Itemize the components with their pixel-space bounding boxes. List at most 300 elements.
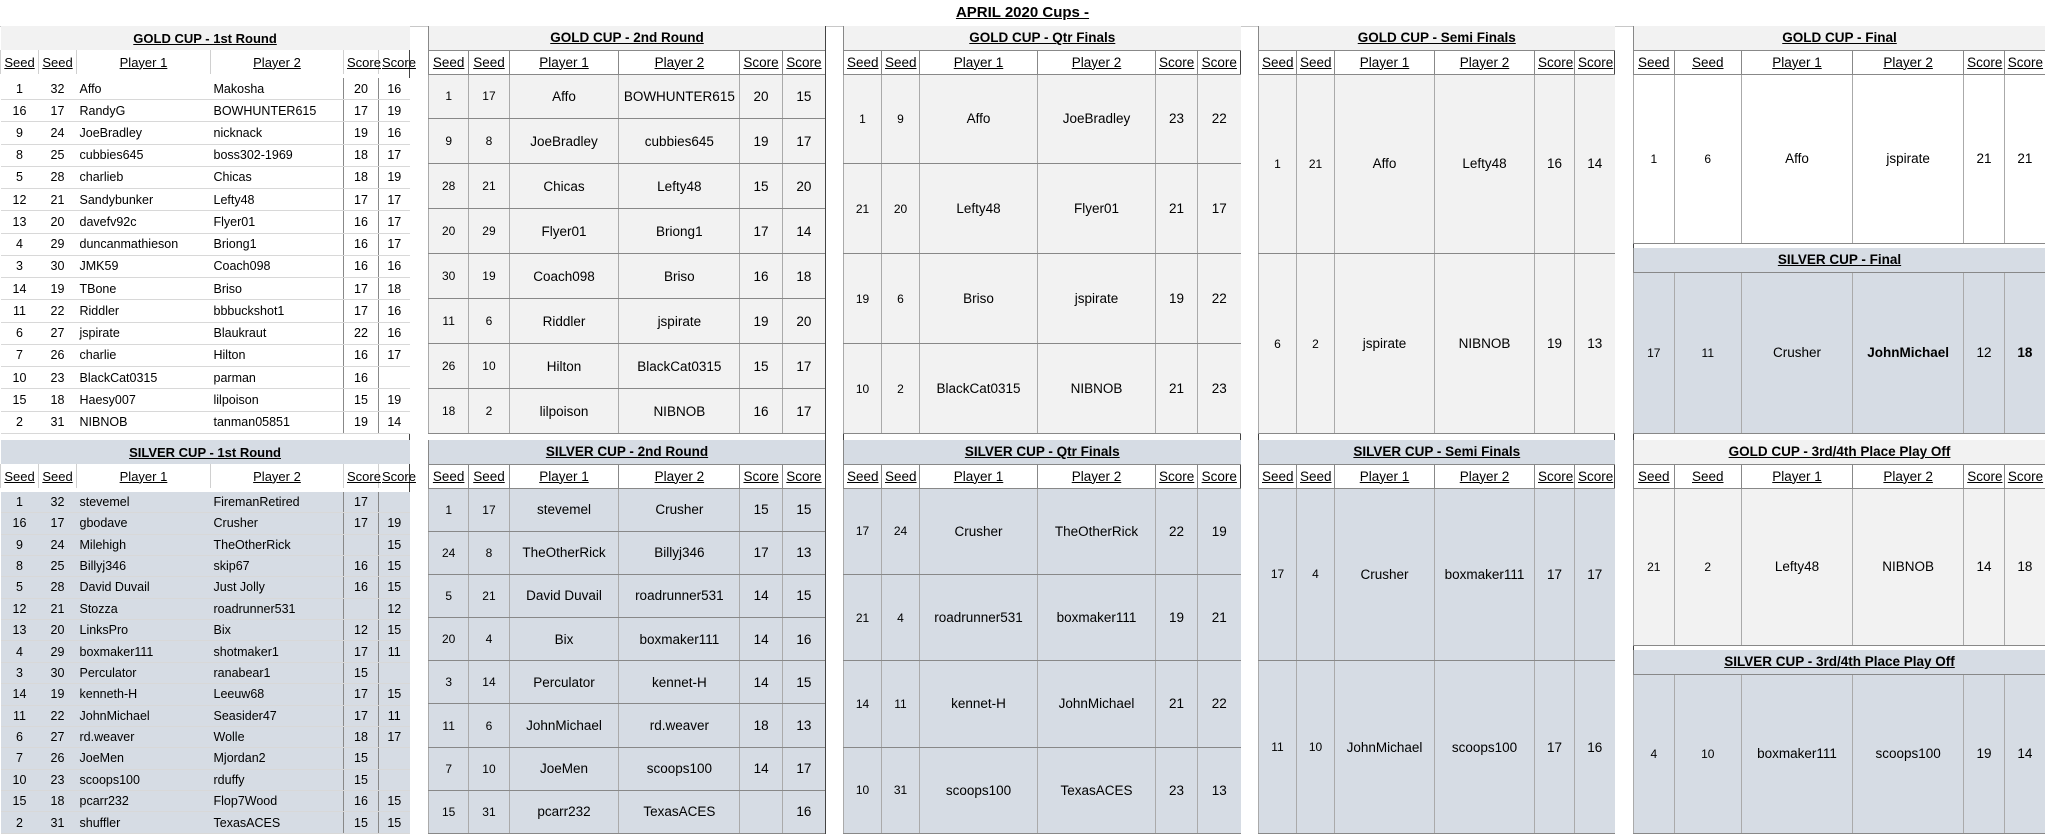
- match-row: [429, 531, 826, 574]
- seed-2: 2: [882, 344, 920, 434]
- player-1: Lefty48: [920, 164, 1038, 254]
- seed-2: 27: [39, 322, 77, 344]
- match-row: [1, 411, 410, 433]
- section-title: SILVER CUP - Final: [1634, 248, 2045, 272]
- section-title: GOLD CUP - 3rd/4th Place Play Off: [1634, 440, 2045, 464]
- score-2: 16: [782, 618, 825, 661]
- seed-1: 16: [1, 100, 39, 122]
- col-score-1-header: Score: [1535, 50, 1575, 74]
- score-1: 17: [740, 209, 783, 254]
- col-score-2-header: Score: [2004, 50, 2045, 74]
- match-row: [1, 278, 410, 300]
- col-player-2-header: Player 2: [1038, 50, 1156, 74]
- player-1: JohnMichael: [77, 705, 211, 726]
- seed-1: 1: [1, 78, 39, 100]
- col-seed-2-header: Seed: [882, 50, 920, 74]
- seed-1: 15: [1, 791, 39, 812]
- seed-1: 1: [844, 74, 882, 164]
- score-1: 19: [1156, 254, 1198, 344]
- col-score-2-header: Score: [782, 464, 825, 488]
- seed-1: 3: [1, 255, 39, 277]
- player-2: NIBNOB: [619, 389, 740, 434]
- col-seed-1-header: Seed: [1634, 50, 1675, 74]
- player-1: roadrunner531: [920, 574, 1038, 660]
- player-2: Lefty48: [211, 189, 344, 211]
- seed-2: 17: [469, 74, 509, 119]
- score-1: 15: [344, 662, 379, 683]
- seed-2: 25: [39, 555, 77, 576]
- col-player-2-header: Player 2: [1853, 50, 1964, 74]
- player-2: TexasACES: [211, 812, 344, 834]
- seed-1: 28: [429, 164, 469, 209]
- player-1: TheOtherRick: [509, 531, 619, 574]
- player-1: Affo: [1335, 74, 1435, 254]
- col-seed-1-header: Seed: [1, 50, 39, 74]
- seed-2: 27: [39, 726, 77, 747]
- player-2: Flop7Wood: [211, 791, 344, 812]
- match-row: [429, 704, 826, 747]
- seed-2: 21: [1297, 74, 1335, 254]
- player-2: NIBNOB: [1853, 488, 1964, 646]
- col-seed-2-header: Seed: [39, 50, 77, 74]
- player-2: boxmaker111: [1038, 574, 1156, 660]
- player-1: JoeMen: [509, 747, 619, 790]
- match-row: [1, 344, 410, 366]
- score-1: 16: [344, 233, 379, 255]
- score-1: 17: [344, 513, 379, 534]
- player-2: Just Jolly: [211, 577, 344, 598]
- match-row: [844, 747, 1241, 833]
- score-2: 16: [379, 122, 410, 144]
- seed-1: 11: [429, 299, 469, 344]
- player-1: Briso: [920, 254, 1038, 344]
- score-2: 11: [379, 705, 410, 726]
- seed-1: 9: [429, 119, 469, 164]
- seed-1: 18: [429, 389, 469, 434]
- score-1: 16: [740, 389, 783, 434]
- player-2: bbbuckshot1: [211, 300, 344, 322]
- col-score-1-header: Score: [344, 464, 379, 488]
- match-row: [429, 790, 826, 833]
- seed-2: 2: [469, 389, 509, 434]
- player-1: Haesy007: [77, 389, 211, 411]
- col-player-2-header: Player 2: [619, 50, 740, 74]
- section-title-row: [1, 26, 410, 50]
- match-row: [1634, 488, 2045, 646]
- match-row: [844, 661, 1241, 747]
- section-title-row: [844, 440, 1241, 464]
- player-1: JoeBradley: [77, 122, 211, 144]
- col-player-1-header: Player 1: [509, 50, 619, 74]
- score-1: 16: [344, 344, 379, 366]
- col-player-2-header: Player 2: [211, 464, 344, 488]
- section-title: SILVER CUP - 3rd/4th Place Play Off: [1634, 650, 2045, 674]
- score-1: 15: [740, 488, 783, 531]
- score-2: 19: [1198, 488, 1241, 574]
- match-row: [1, 684, 410, 705]
- score-2: 21: [2004, 74, 2045, 244]
- player-2: scoops100: [1435, 661, 1535, 834]
- seed-1: 9: [1, 122, 39, 144]
- score-2: 22: [1198, 254, 1241, 344]
- player-1: kennet-H: [920, 661, 1038, 747]
- player-2: Flyer01: [1038, 164, 1156, 254]
- header-row: [1, 50, 410, 74]
- seed-2: 20: [39, 211, 77, 233]
- score-2: 13: [782, 704, 825, 747]
- score-1: 17: [344, 641, 379, 662]
- player-2: nicknack: [211, 122, 344, 144]
- col-player-1-header: Player 1: [1741, 50, 1852, 74]
- score-1: 14: [740, 661, 783, 704]
- player-2: boxmaker111: [619, 618, 740, 661]
- player-1: lilpoison: [509, 389, 619, 434]
- seed-2: 11: [882, 661, 920, 747]
- col-seed-2-header: Seed: [882, 464, 920, 488]
- score-1: 15: [740, 164, 783, 209]
- seed-2: 28: [39, 577, 77, 598]
- player-1: Lefty48: [1741, 488, 1852, 646]
- seed-1: 11: [1, 300, 39, 322]
- section-title-row: [429, 440, 826, 464]
- col-player-2-header: Player 2: [1435, 464, 1535, 488]
- score-2: 17: [1198, 164, 1241, 254]
- gold-sf-table: [1258, 26, 1614, 434]
- score-2: 17: [782, 344, 825, 389]
- match-row: [1259, 661, 1615, 834]
- section-title: SILVER CUP - Semi Finals: [1259, 440, 1615, 464]
- section-title: SILVER CUP - 2nd Round: [429, 440, 826, 464]
- section-title: GOLD CUP - Final: [1634, 26, 2045, 50]
- score-1: 20: [740, 74, 783, 119]
- player-2: tanman05851: [211, 411, 344, 433]
- seed-2: 24: [39, 122, 77, 144]
- seed-1: 17: [1259, 488, 1297, 661]
- col-seed-1-header: Seed: [844, 464, 882, 488]
- seed-2: 8: [469, 119, 509, 164]
- player-2: Hilton: [211, 344, 344, 366]
- seed-2: 14: [469, 661, 509, 704]
- seed-1: 17: [844, 488, 882, 574]
- player-1: TBone: [77, 278, 211, 300]
- player-1: Affo: [77, 78, 211, 100]
- col-score-1-header: Score: [344, 50, 379, 74]
- score-2: [379, 748, 410, 769]
- score-1: 15: [344, 748, 379, 769]
- player-1: cubbies645: [77, 144, 211, 166]
- player-2: Wolle: [211, 726, 344, 747]
- seed-1: 11: [429, 704, 469, 747]
- header-row: [1259, 50, 1615, 74]
- col-score-1-header: Score: [740, 464, 783, 488]
- seed-1: 12: [1, 598, 39, 619]
- seed-2: 23: [39, 769, 77, 790]
- seed-1: 14: [844, 661, 882, 747]
- score-1: 16: [344, 255, 379, 277]
- match-row: [844, 344, 1241, 434]
- header-row: [429, 50, 826, 74]
- score-1: 21: [1156, 344, 1198, 434]
- score-1: 23: [1156, 747, 1198, 833]
- section-title: GOLD CUP - Qtr Finals: [844, 26, 1241, 50]
- player-1: Chicas: [509, 164, 619, 209]
- player-2: jspirate: [1853, 74, 1964, 244]
- seed-1: 6: [1, 726, 39, 747]
- player-2: scoops100: [1853, 674, 1964, 834]
- col-player-1-header: Player 1: [920, 50, 1038, 74]
- seed-1: 26: [429, 344, 469, 389]
- player-1: JMK59: [77, 255, 211, 277]
- col-seed-2-header: Seed: [1297, 464, 1335, 488]
- col-seed-1-header: Seed: [429, 464, 469, 488]
- section-title-row: [1634, 440, 2045, 464]
- score-1: 23: [1156, 74, 1198, 164]
- score-2: 14: [379, 411, 410, 433]
- score-1: 16: [344, 555, 379, 576]
- score-1: 18: [344, 166, 379, 188]
- silver-final-table: [1633, 248, 2045, 434]
- score-1: 20: [344, 78, 379, 100]
- seed-1: 12: [1, 189, 39, 211]
- score-1: 12: [344, 620, 379, 641]
- score-2: 19: [379, 389, 410, 411]
- score-1: 19: [344, 122, 379, 144]
- player-2: parman: [211, 367, 344, 389]
- col-seed-1-header: Seed: [844, 50, 882, 74]
- match-row: [429, 74, 826, 119]
- player-2: Briong1: [619, 209, 740, 254]
- player-2: Blaukraut: [211, 322, 344, 344]
- score-1: 17: [1535, 661, 1575, 834]
- seed-2: 2: [1674, 488, 1741, 646]
- score-2: [379, 492, 410, 513]
- score-1: 21: [1964, 74, 2005, 244]
- col-score-2-header: Score: [1575, 50, 1615, 74]
- score-2: 19: [379, 166, 410, 188]
- col-seed-1-header: Seed: [1634, 464, 1675, 488]
- player-1: davefv92c: [77, 211, 211, 233]
- player-1: duncanmathieson: [77, 233, 211, 255]
- player-1: Milehigh: [77, 534, 211, 555]
- seed-2: 29: [39, 641, 77, 662]
- seed-2: 31: [469, 790, 509, 833]
- seed-2: 10: [469, 747, 509, 790]
- seed-2: 6: [1674, 74, 1741, 244]
- seed-2: 29: [469, 209, 509, 254]
- score-2: 17: [379, 233, 410, 255]
- score-1: 17: [344, 492, 379, 513]
- seed-2: 21: [469, 574, 509, 617]
- player-2: Chicas: [211, 166, 344, 188]
- seed-1: 10: [1, 367, 39, 389]
- score-1: 19: [1964, 674, 2005, 834]
- seed-1: 1: [429, 74, 469, 119]
- seed-2: 28: [39, 166, 77, 188]
- seed-2: 11: [1674, 272, 1741, 434]
- player-1: jspirate: [1335, 254, 1435, 434]
- seed-2: 32: [39, 492, 77, 513]
- player-1: Affo: [1741, 74, 1852, 244]
- player-2: JohnMichael: [1853, 272, 1964, 434]
- seed-1: 10: [844, 344, 882, 434]
- score-1: 14: [740, 747, 783, 790]
- match-row: [1634, 74, 2045, 244]
- player-1: Affo: [920, 74, 1038, 164]
- match-row: [429, 209, 826, 254]
- score-2: 15: [379, 534, 410, 555]
- col-seed-1-header: Seed: [1259, 50, 1297, 74]
- score-2: 16: [782, 790, 825, 833]
- seed-1: 8: [1, 144, 39, 166]
- player-2: jspirate: [619, 299, 740, 344]
- score-1: 16: [1535, 74, 1575, 254]
- seed-2: 30: [39, 255, 77, 277]
- match-row: [1259, 254, 1615, 434]
- player-2: jspirate: [1038, 254, 1156, 344]
- seed-2: 21: [469, 164, 509, 209]
- player-1: Riddler: [77, 300, 211, 322]
- player-1: JoeMen: [77, 748, 211, 769]
- seed-2: 24: [882, 488, 920, 574]
- match-row: [1, 620, 410, 641]
- match-row: [1, 100, 410, 122]
- silver-sf-table: [1258, 440, 1614, 834]
- seed-2: 10: [1297, 661, 1335, 834]
- score-2: 15: [379, 791, 410, 812]
- header-row: [429, 464, 826, 488]
- seed-1: 30: [429, 254, 469, 299]
- player-1: Perculator: [77, 662, 211, 683]
- seed-2: 30: [39, 662, 77, 683]
- player-1: Affo: [509, 74, 619, 119]
- player-2: TheOtherRick: [211, 534, 344, 555]
- page-title: APRIL 2020 Cups -: [0, 0, 2045, 27]
- score-2: 17: [379, 144, 410, 166]
- match-row: [1, 189, 410, 211]
- col-score-2-header: Score: [1575, 464, 1615, 488]
- player-1: BlackCat0315: [920, 344, 1038, 434]
- seed-1: 17: [1634, 272, 1675, 434]
- player-2: boss302-1969: [211, 144, 344, 166]
- col-player-1-header: Player 1: [77, 464, 211, 488]
- player-1: stevemel: [509, 488, 619, 531]
- col-seed-2-header: Seed: [39, 464, 77, 488]
- player-1: scoops100: [77, 769, 211, 790]
- gold-final-table: [1633, 26, 2045, 244]
- seed-1: 20: [429, 209, 469, 254]
- score-1: 14: [1964, 488, 2005, 646]
- player-2: kennet-H: [619, 661, 740, 704]
- score-1: 21: [1156, 164, 1198, 254]
- match-row: [1, 513, 410, 534]
- seed-1: 1: [1, 492, 39, 513]
- score-2: 15: [379, 620, 410, 641]
- player-2: skip67: [211, 555, 344, 576]
- player-2: scoops100: [619, 747, 740, 790]
- column-divider: [825, 26, 826, 834]
- seed-1: 3: [1, 662, 39, 683]
- seed-2: 9: [882, 74, 920, 164]
- score-2: 22: [1198, 661, 1241, 747]
- player-1: Stozza: [77, 598, 211, 619]
- col-score-2-header: Score: [379, 464, 410, 488]
- seed-2: 17: [39, 100, 77, 122]
- player-2: Leeuw68: [211, 684, 344, 705]
- player-2: boxmaker111: [1435, 488, 1535, 661]
- score-2: 15: [379, 555, 410, 576]
- col-player-1-header: Player 1: [77, 50, 211, 74]
- seed-1: 13: [1, 620, 39, 641]
- seed-2: 17: [469, 488, 509, 531]
- player-2: Mjordan2: [211, 748, 344, 769]
- section-title-row: [1634, 248, 2045, 272]
- col-seed-2-header: Seed: [469, 464, 509, 488]
- score-2: 17: [379, 344, 410, 366]
- player-2: JohnMichael: [1038, 661, 1156, 747]
- match-row: [429, 488, 826, 531]
- seed-1: 10: [1, 769, 39, 790]
- header-row: [844, 464, 1241, 488]
- seed-1: 24: [429, 531, 469, 574]
- score-2: 20: [782, 164, 825, 209]
- col-seed-1-header: Seed: [1, 464, 39, 488]
- col-score-1-header: Score: [1156, 464, 1198, 488]
- col-player-2-header: Player 2: [211, 50, 344, 74]
- match-row: [429, 254, 826, 299]
- score-2: 17: [379, 211, 410, 233]
- player-2: BlackCat0315: [619, 344, 740, 389]
- silver-qf-table: [843, 440, 1240, 834]
- section-title-row: [429, 26, 826, 50]
- seed-1: 7: [1, 748, 39, 769]
- player-2: Briong1: [211, 233, 344, 255]
- player-2: cubbies645: [619, 119, 740, 164]
- header-row: [1259, 464, 1615, 488]
- score-2: 15: [782, 74, 825, 119]
- match-row: [1, 791, 410, 812]
- player-2: TheOtherRick: [1038, 488, 1156, 574]
- player-1: Crusher: [1335, 488, 1435, 661]
- score-2: 15: [379, 684, 410, 705]
- silver-r2-table: [428, 440, 825, 834]
- player-2: shotmaker1: [211, 641, 344, 662]
- player-1: David Duvail: [509, 574, 619, 617]
- score-1: 18: [740, 704, 783, 747]
- score-2: 18: [379, 278, 410, 300]
- player-2: NIBNOB: [1435, 254, 1535, 434]
- score-1: 17: [344, 300, 379, 322]
- col-seed-1-header: Seed: [429, 50, 469, 74]
- section-title-row: [1, 440, 410, 464]
- seed-1: 15: [1, 389, 39, 411]
- score-2: 17: [782, 389, 825, 434]
- score-2: 22: [1198, 74, 1241, 164]
- seed-1: 7: [429, 747, 469, 790]
- col-score-1-header: Score: [1964, 50, 2005, 74]
- seed-1: 8: [1, 555, 39, 576]
- match-row: [1, 577, 410, 598]
- seed-2: 18: [39, 791, 77, 812]
- seed-1: 5: [1, 577, 39, 598]
- section-title: GOLD CUP - Semi Finals: [1259, 26, 1615, 50]
- player-2: Lefty48: [619, 164, 740, 209]
- silver-34-table: [1633, 650, 2045, 834]
- score-2: 12: [379, 598, 410, 619]
- seed-2: 26: [39, 344, 77, 366]
- score-1: 18: [344, 144, 379, 166]
- match-row: [429, 389, 826, 434]
- score-1: 15: [344, 812, 379, 834]
